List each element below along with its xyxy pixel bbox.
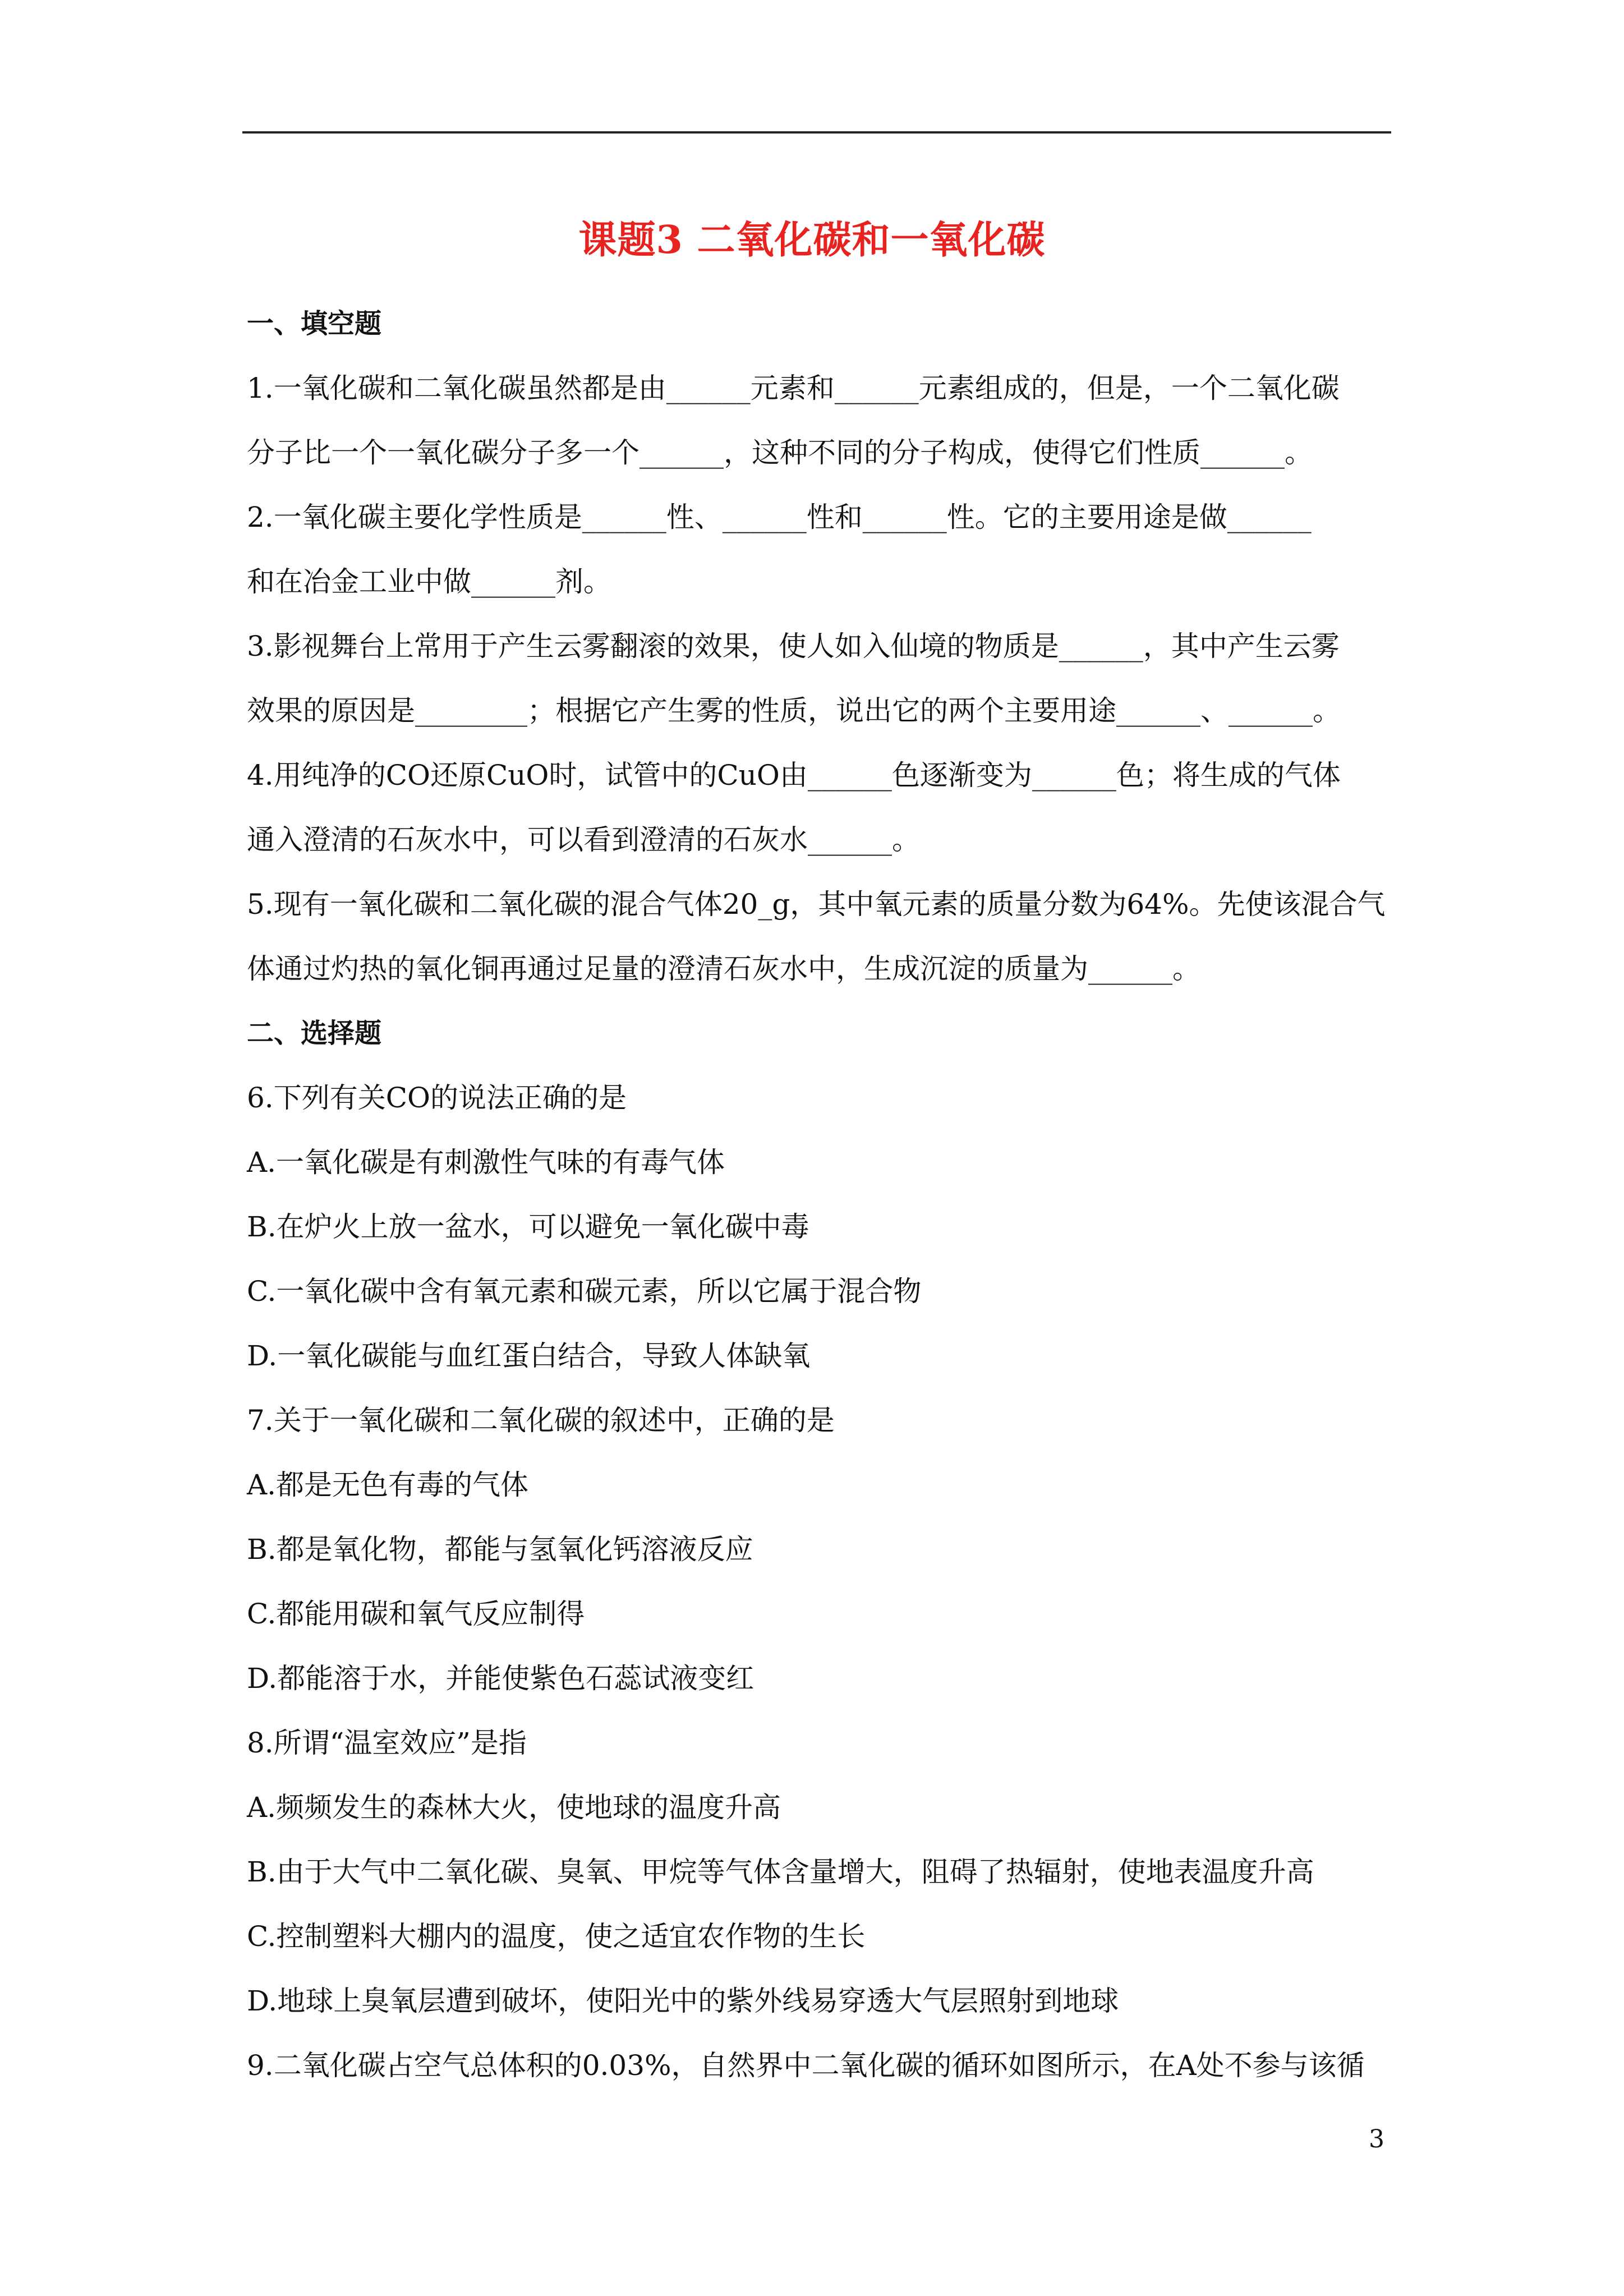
text-line: B.在炉火上放一盆水，可以避免一氧化碳中毒 [247, 1211, 809, 1243]
section-heading: 二、选择题 [247, 1018, 382, 1049]
document-body [247, 292, 1391, 2098]
header-rule [242, 131, 1391, 134]
text-line: 9.二氧化碳占空气总体积的0.03%，自然界中二氧化碳的循环如图所示，在A处不参与该循 [247, 2049, 1365, 2082]
text-line: 2.一氧化碳主要化学性质是______性、______性和______性。它的主要用途是做______ [247, 501, 1312, 533]
text-line: D.地球上臭氧层遭到破坏，使阳光中的紫外线易穿透大气层照射到地球 [247, 1985, 1119, 2017]
text-line: 通入澄清的石灰水中，可以看到澄清的石灰水______。 [247, 823, 920, 856]
text-line: 体通过灼热的氧化铜再通过足量的澄清石灰水中，生成沉淀的质量为______。 [247, 953, 1200, 985]
text-line: 4.用纯净的CO还原CuO时，试管中的CuO由______色逐渐变为______色；将生成的气体 [247, 759, 1341, 792]
page-number: 3 [1369, 2125, 1384, 2154]
multiple-choice-section [247, 1001, 1391, 2098]
text-line: 5.现有一氧化碳和二氧化碳的混合气体20_g，其中氧元素的质量分数为64%。先使该混合气 [247, 888, 1386, 921]
text-line: C.一氧化碳中含有氧元素和碳元素，所以它属于混合物 [247, 1275, 922, 1308]
document-title: 课题3 二氧化碳和一氧化碳 [578, 218, 1046, 263]
text-line: 8.所谓“温室效应”是指 [247, 1727, 527, 1759]
text-line: A.频频发生的森林大火，使地球的温度升高 [247, 1791, 781, 1824]
text-line: 7.关于一氧化碳和二氧化碳的叙述中，正确的是 [247, 1404, 835, 1437]
section-heading: 一、填空题 [247, 308, 382, 339]
text-line: D.一氧化碳能与血红蛋白结合，导致人体缺氧 [247, 1340, 811, 1372]
text-line: 和在冶金工业中做______剂。 [247, 565, 611, 598]
text-line: 3.影视舞台上常用于产生云雾翻滚的效果，使人如入仙境的物质是______，其中产生云雾 [247, 630, 1340, 662]
text-line: B.都是氧化物，都能与氢氧化钙溶液反应 [247, 1533, 753, 1566]
fill-in-section [247, 292, 1391, 1001]
text-line: 1.一氧化碳和二氧化碳虽然都是由______元素和______元素组成的，但是，一个二氧化碳 [247, 372, 1340, 404]
text-line: 效果的原因是________；根据它产生雾的性质，说出它的两个主要用途______、______。 [247, 694, 1341, 727]
text-line: B.由于大气中二氧化碳、臭氧、甲烷等气体含量增大，阻碍了热辐射，使地表温度升高 [247, 1856, 1314, 1888]
text-line: 分子比一个一氧化碳分子多一个______，这种不同的分子构成，使得它们性质______。 [247, 436, 1313, 469]
text-line: D.都能溶于水，并能使紫色石蕊试液变红 [247, 1662, 755, 1695]
text-line: C.控制塑料大棚内的温度，使之适宜农作物的生长 [247, 1920, 866, 1953]
text-line: 6.下列有关CO的说法正确的是 [247, 1082, 627, 1114]
text-line: A.都是无色有毒的气体 [247, 1469, 529, 1501]
text-line: A.一氧化碳是有刺激性气味的有毒气体 [247, 1146, 725, 1179]
text-line: C.都能用碳和氧气反应制得 [247, 1598, 585, 1630]
